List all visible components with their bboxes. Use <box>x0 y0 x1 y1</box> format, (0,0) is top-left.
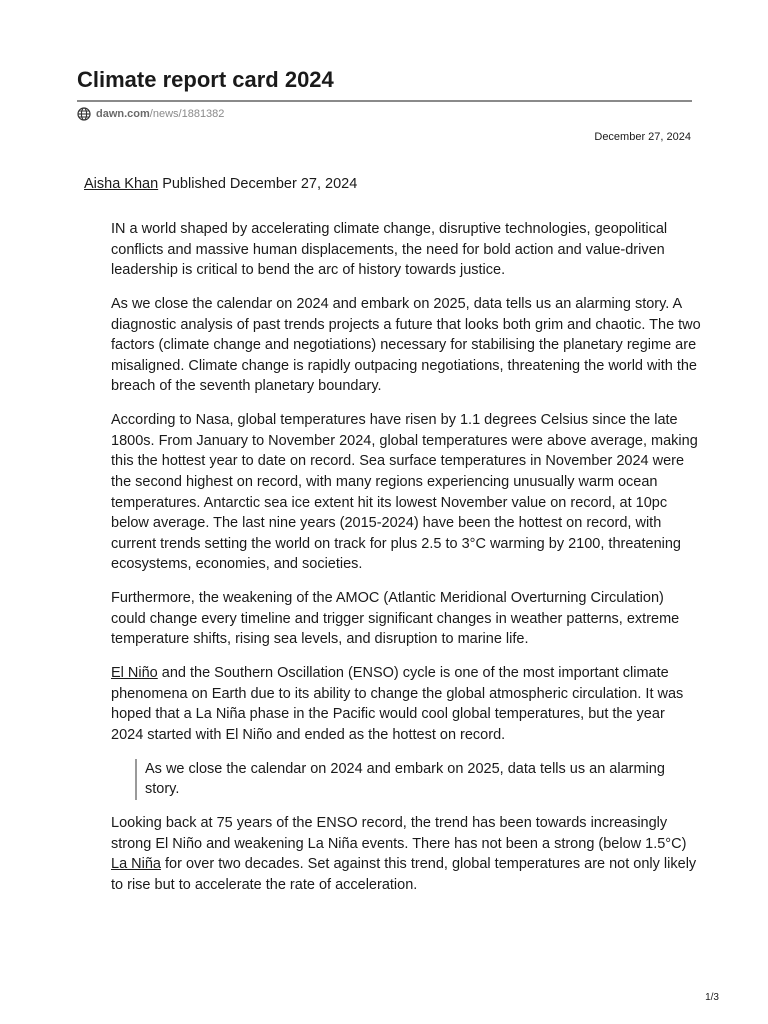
title-divider <box>77 100 692 102</box>
paragraph: As we close the calendar on 2024 and embark on 2025, data tells us an alarming story. A diagnostic analysis of past trends projects a future that looks both grim and chaotic. The two factors (climate change and negotiations) necessary for stabilising the planetary regime are misaligned. Climate change is rapidly outpacing negotiations, threatening the world with the breach of the seventh planetary boundary. <box>111 295 701 395</box>
byline <box>84 174 357 194</box>
el-nino-link[interactable]: El Niño <box>111 665 158 682</box>
paragraph <box>111 663 701 745</box>
page-number: 1/3 <box>705 992 719 1003</box>
la-nina-link[interactable]: La Niña <box>111 856 161 873</box>
article-date: December 27, 2024 <box>594 131 691 143</box>
paragraph-text: and the Southern Oscillation (ENSO) cycle is one of the most important climate phenomena on Earth due to its ability to change the global atmospheric circulation. It was hoped that a La Niña phase in the Pacific would cool global temperatures, but the year 2024 started with El Niño and ended as the hottest on record. <box>111 665 684 743</box>
article-title: Climate report card 2024 <box>77 67 334 92</box>
source-path[interactable]: /news/1881382 <box>149 108 225 120</box>
paragraph <box>111 813 701 895</box>
paragraph-text: for over two decades. Set against this trend, global temperatures are not only likely to rise but to accelerate the rate of acceleration. <box>111 856 697 893</box>
article-body <box>111 219 701 909</box>
paragraph-text: Looking back at 75 years of the ENSO record, the trend has been towards increasingly strong El Niño and weakening La Niña events. There has not been a strong (below 1.5°C) <box>111 814 687 852</box>
globe-icon <box>77 107 91 121</box>
paragraph: Furthermore, the weakening of the AMOC (Atlantic Meridional Overturning Circulation) could change every timeline and trigger significant changes in weather patterns, extreme temperature shifts, rising sea levels, and disruption to marine life. <box>111 590 680 648</box>
source-domain[interactable]: dawn.com <box>96 108 150 120</box>
published-text: Published December 27, 2024 <box>158 176 358 192</box>
paragraph: IN a world shaped by accelerating climate change, disruptive technologies, geopolitical conflicts and massive human displacements, the need for bold action and value-driven leadership is critical to bend the arc of history towards justice. <box>111 221 668 279</box>
pull-quote: As we close the calendar on 2024 and embark on 2025, data tells us an alarming story. <box>135 759 701 800</box>
paragraph: According to Nasa, global temperatures have risen by 1.1 degrees Celsius since the late 1800s. From January to November 2024, global temperatures were above average, making this the hottest year to date on record. Sea surface temperatures in November 2024 were the second highest on record, with many regions experiencing unusually warm ocean temperatures. Antarctic sea ice extent hit its lowest November value on record, at 10pc below average. The last nine years (2015-2024) have been the hottest on record, with current trends setting the world on track for plus 2.5 to 3°C warming by 2100, threatening ecosystems, economies, and societies. <box>111 412 698 573</box>
source-line <box>77 106 224 122</box>
author-link[interactable]: Aisha Khan <box>84 176 159 192</box>
